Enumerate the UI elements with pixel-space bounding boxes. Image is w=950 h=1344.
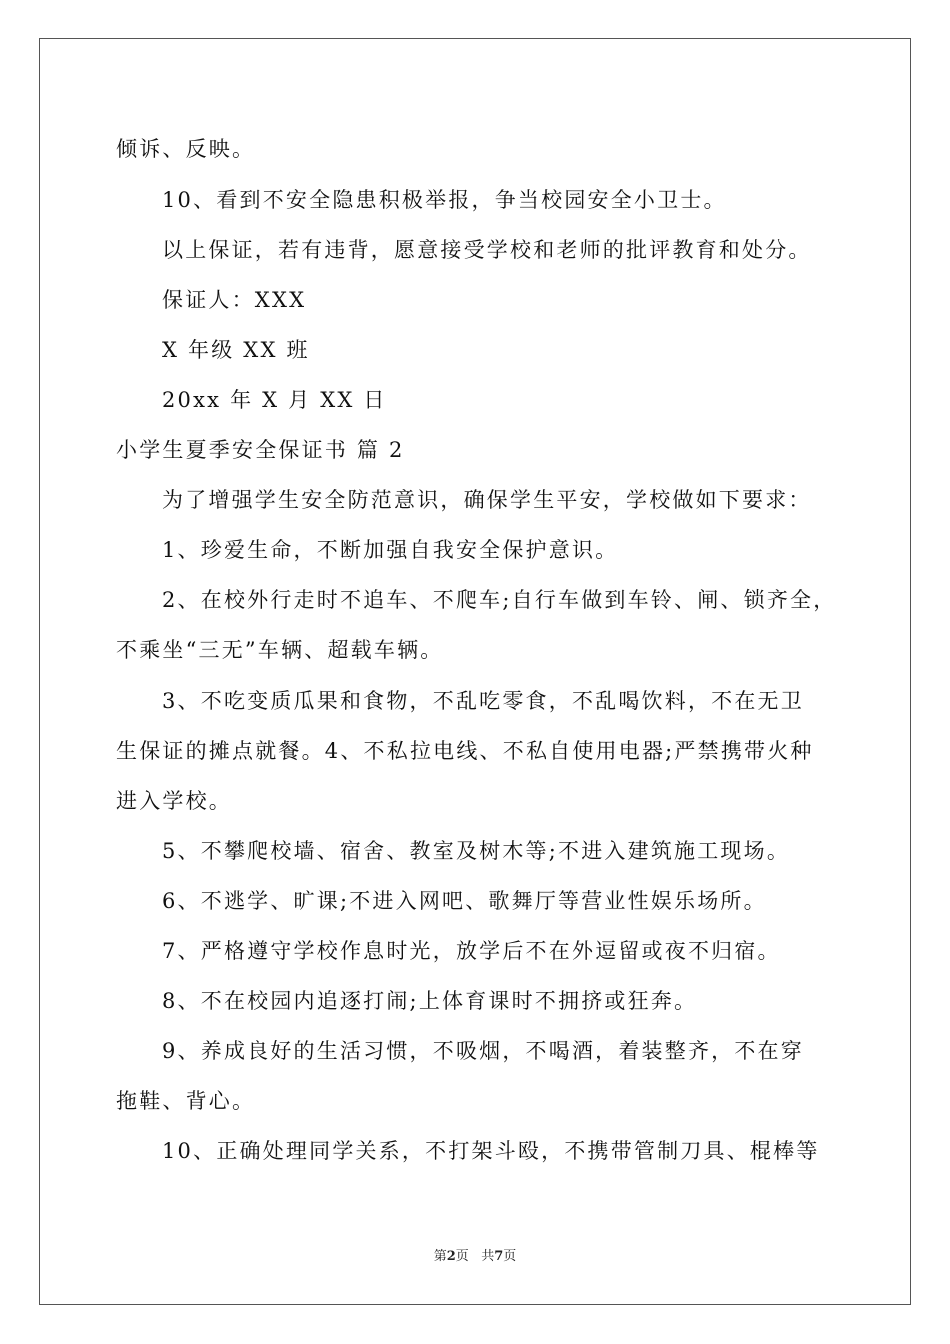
text-line: 6、不逃学、旷课;不进入网吧、歌舞厅等营业性娱乐场所。	[162, 889, 767, 913]
page-prefix: 第	[433, 1249, 447, 1264]
section-heading: 小学生夏季安全保证书 篇 2	[116, 438, 405, 462]
text-line: 拖鞋、背心。	[116, 1089, 256, 1113]
total-suffix: 页	[503, 1249, 517, 1264]
text-line: 生保证的摊点就餐。4、不私拉电线、不私自使用电器;严禁携带火种	[116, 739, 814, 763]
text-line: 7、严格遵守学校作息时光，放学后不在外逗留或夜不归宿。	[162, 939, 781, 963]
text-line: 为了增强学生安全防范意识，确保学生平安，学校做如下要求：	[162, 488, 812, 512]
text-line: 保证人：XXX	[162, 288, 307, 312]
text-line: 8、不在校园内追逐打闹;上体育课时不拥挤或狂奔。	[162, 989, 698, 1013]
text-line: 20xx 年 X 月 XX 日	[162, 388, 387, 412]
text-line: 10、看到不安全隐患积极举报，争当校园安全小卫士。	[162, 188, 727, 212]
page-suffix: 页	[455, 1249, 469, 1264]
page-number: 2	[446, 1249, 456, 1264]
text-line: 2、在校外行走时不追车、不爬车;自行车做到车铃、闸、锁齐全，	[162, 588, 837, 612]
text-line: 倾诉、反映。	[116, 137, 256, 161]
text-line: 9、养成良好的生活习惯，不吸烟，不喝酒，着装整齐，不在穿	[162, 1039, 804, 1063]
text-line: 以上保证，若有违背，愿意接受学校和老师的批评教育和处分。	[162, 238, 812, 262]
text-line: 1、珍爱生命，不断加强自我安全保护意识。	[162, 538, 619, 562]
text-line: 10、正确处理同学关系，不打架斗殴，不携带管制刀具、棍棒等	[162, 1139, 820, 1163]
text-line: 进入学校。	[116, 789, 232, 813]
page-footer	[0, 1248, 950, 1266]
text-line: 3、不吃变质瓜果和食物，不乱吃零食，不乱喝饮料，不在无卫	[162, 689, 804, 713]
text-line: X 年级 XX 班	[162, 338, 310, 362]
total-pages: 7	[494, 1249, 504, 1264]
text-line: 5、不攀爬校墙、宿舍、教室及树木等;不进入建筑施工现场。	[162, 839, 791, 863]
text-line: 不乘坐“三无”车辆、超载车辆。	[116, 638, 444, 662]
total-prefix: 共	[481, 1249, 495, 1264]
